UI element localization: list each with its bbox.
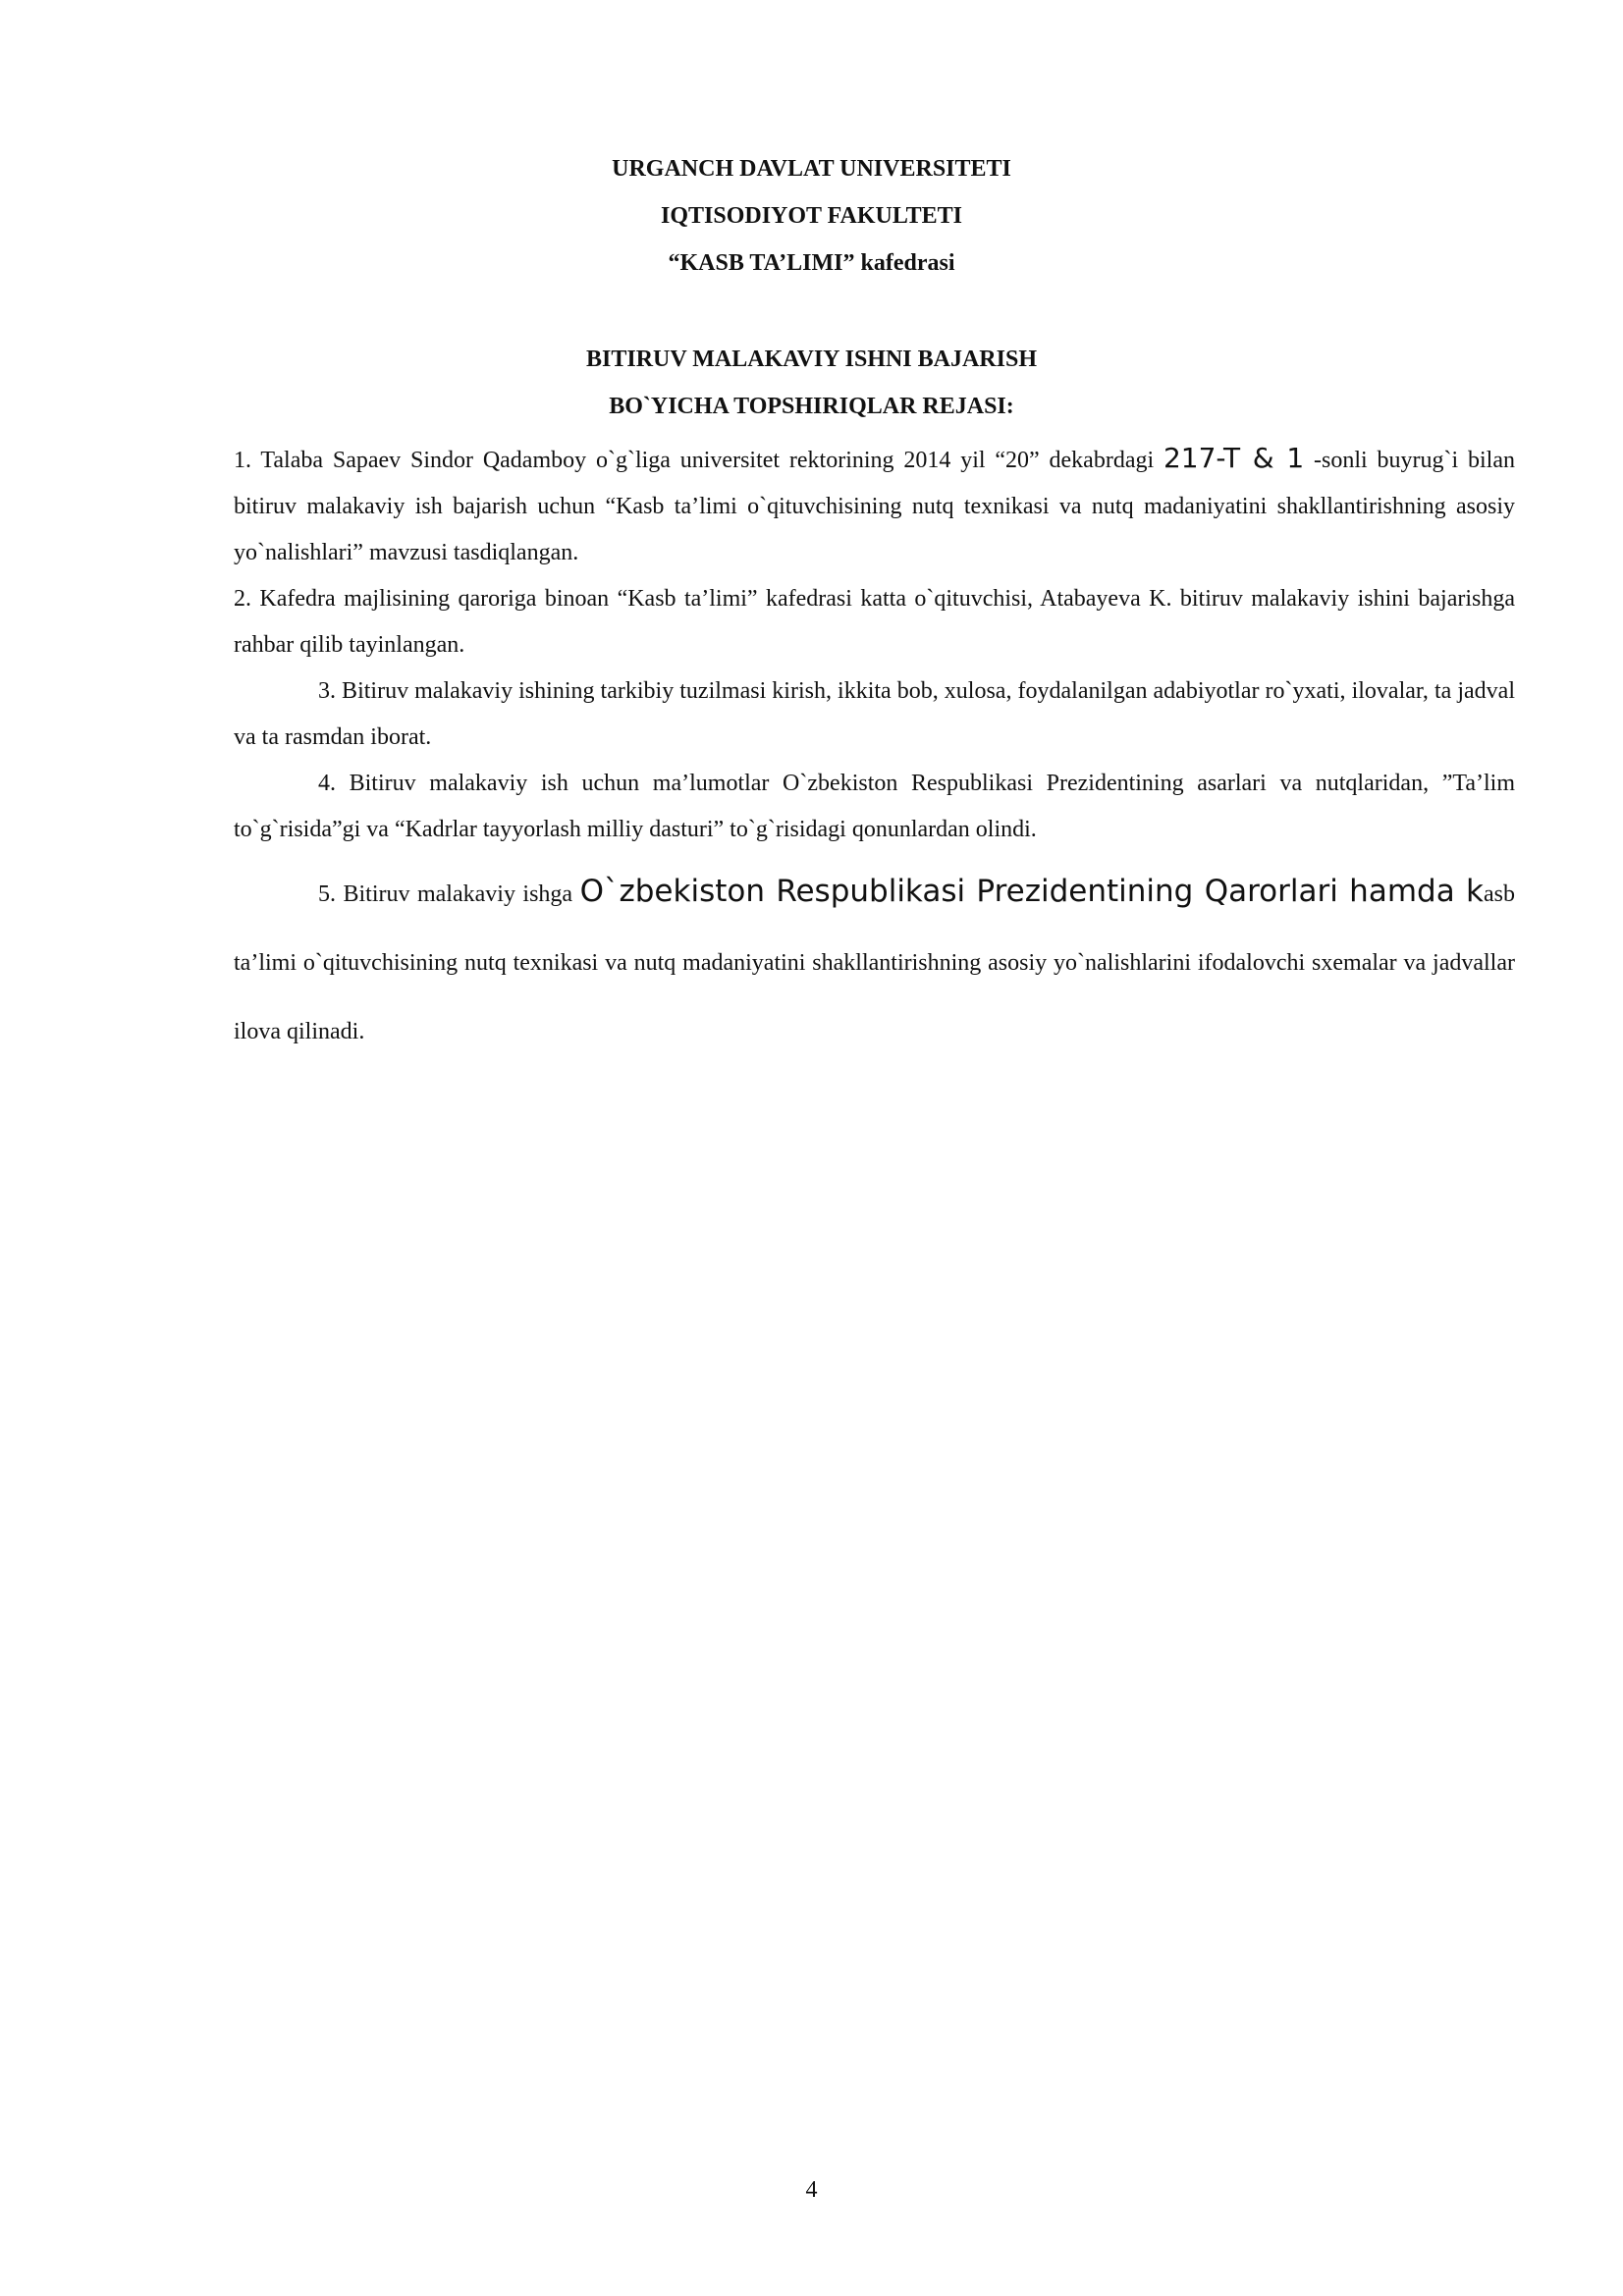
assignment-item-3 [234, 668, 1515, 761]
assignment-list [234, 435, 1515, 1066]
title-line-2: BO`YICHA TOPSHIRIQLAR REJASI: [609, 394, 1014, 419]
item-5-text-start: 5. Bitiruv malakaviy ishga [318, 881, 580, 907]
document-title [0, 336, 1623, 430]
assignment-item-4 [234, 761, 1515, 853]
order-number: 217-T & 1 [1163, 442, 1305, 474]
faculty-name: IQTISODIYOT FAKULTETI [661, 203, 962, 229]
item-1-text-start: 1. Talaba Sapaev Sindor Qadamboy o`g`liga universitet rektorining 2014 yil “20” dekabrdagi [234, 448, 1163, 473]
item-5-large-text: O`zbekiston Respublikasi Prezidentining Qarorlari hamda k [579, 874, 1484, 909]
title-line-1: BITIRUV MALAKAVIY ISHNI BAJARISH [586, 347, 1037, 372]
assignment-item-1 [234, 435, 1515, 576]
item-4-text: 4. Bitiruv malakaviy ish uchun ma’lumotlar O`zbekiston Respublikasi Prezidentining asarlari va nutqlaridan, ”Ta’lim to`g`risida”gi va “Kadrlar tayyorlash milliy dasturi” to`g`risidagi qonunlardan olindi. [234, 771, 1515, 842]
institution-header [0, 145, 1623, 287]
item-3-text: 3. Bitiruv malakaviy ishining tarkibiy tuzilmasi kirish, ikkita bob, xulosa, foydalanilgan adabiyotlar ro`yxati, ilovalar, ta jadval va ta rasmdan iborat. [234, 678, 1515, 750]
assignment-item-2 [234, 576, 1515, 668]
assignment-item-5 [234, 857, 1515, 1066]
item-1-text-end: -sonli buyrug`i bilan bitiruv malakaviy ish bajarish uchun “Kasb ta’limi o`qituvchisining nutq texnikasi va nutq madaniyatini shakllantirishning asosiy yo`nalishlari” mavzusi tasdiqlangan. [234, 448, 1515, 565]
item-2-text: 2. Kafedra majlisining qaroriga binoan “Kasb ta’limi” kafedrasi katta o`qituvchisi, Atabayeva K. bitiruv malakaviy ishini bajarishga rahbar qilib tayinlangan. [234, 586, 1515, 658]
page-number: 4 [805, 2177, 818, 2203]
university-name: URGANCH DAVLAT UNIVERSITETI [612, 156, 1011, 182]
item-5-text-end: asb ta’limi o`qituvchisining nutq texnikasi va nutq madaniyatini shakllantirishning asosiy yo`nalishlarini ifodalovchi sxemalar va jadvallar ilova qilinadi. [234, 881, 1515, 1044]
department-name: “KASB TA’LIMI” kafedrasi [668, 250, 955, 276]
